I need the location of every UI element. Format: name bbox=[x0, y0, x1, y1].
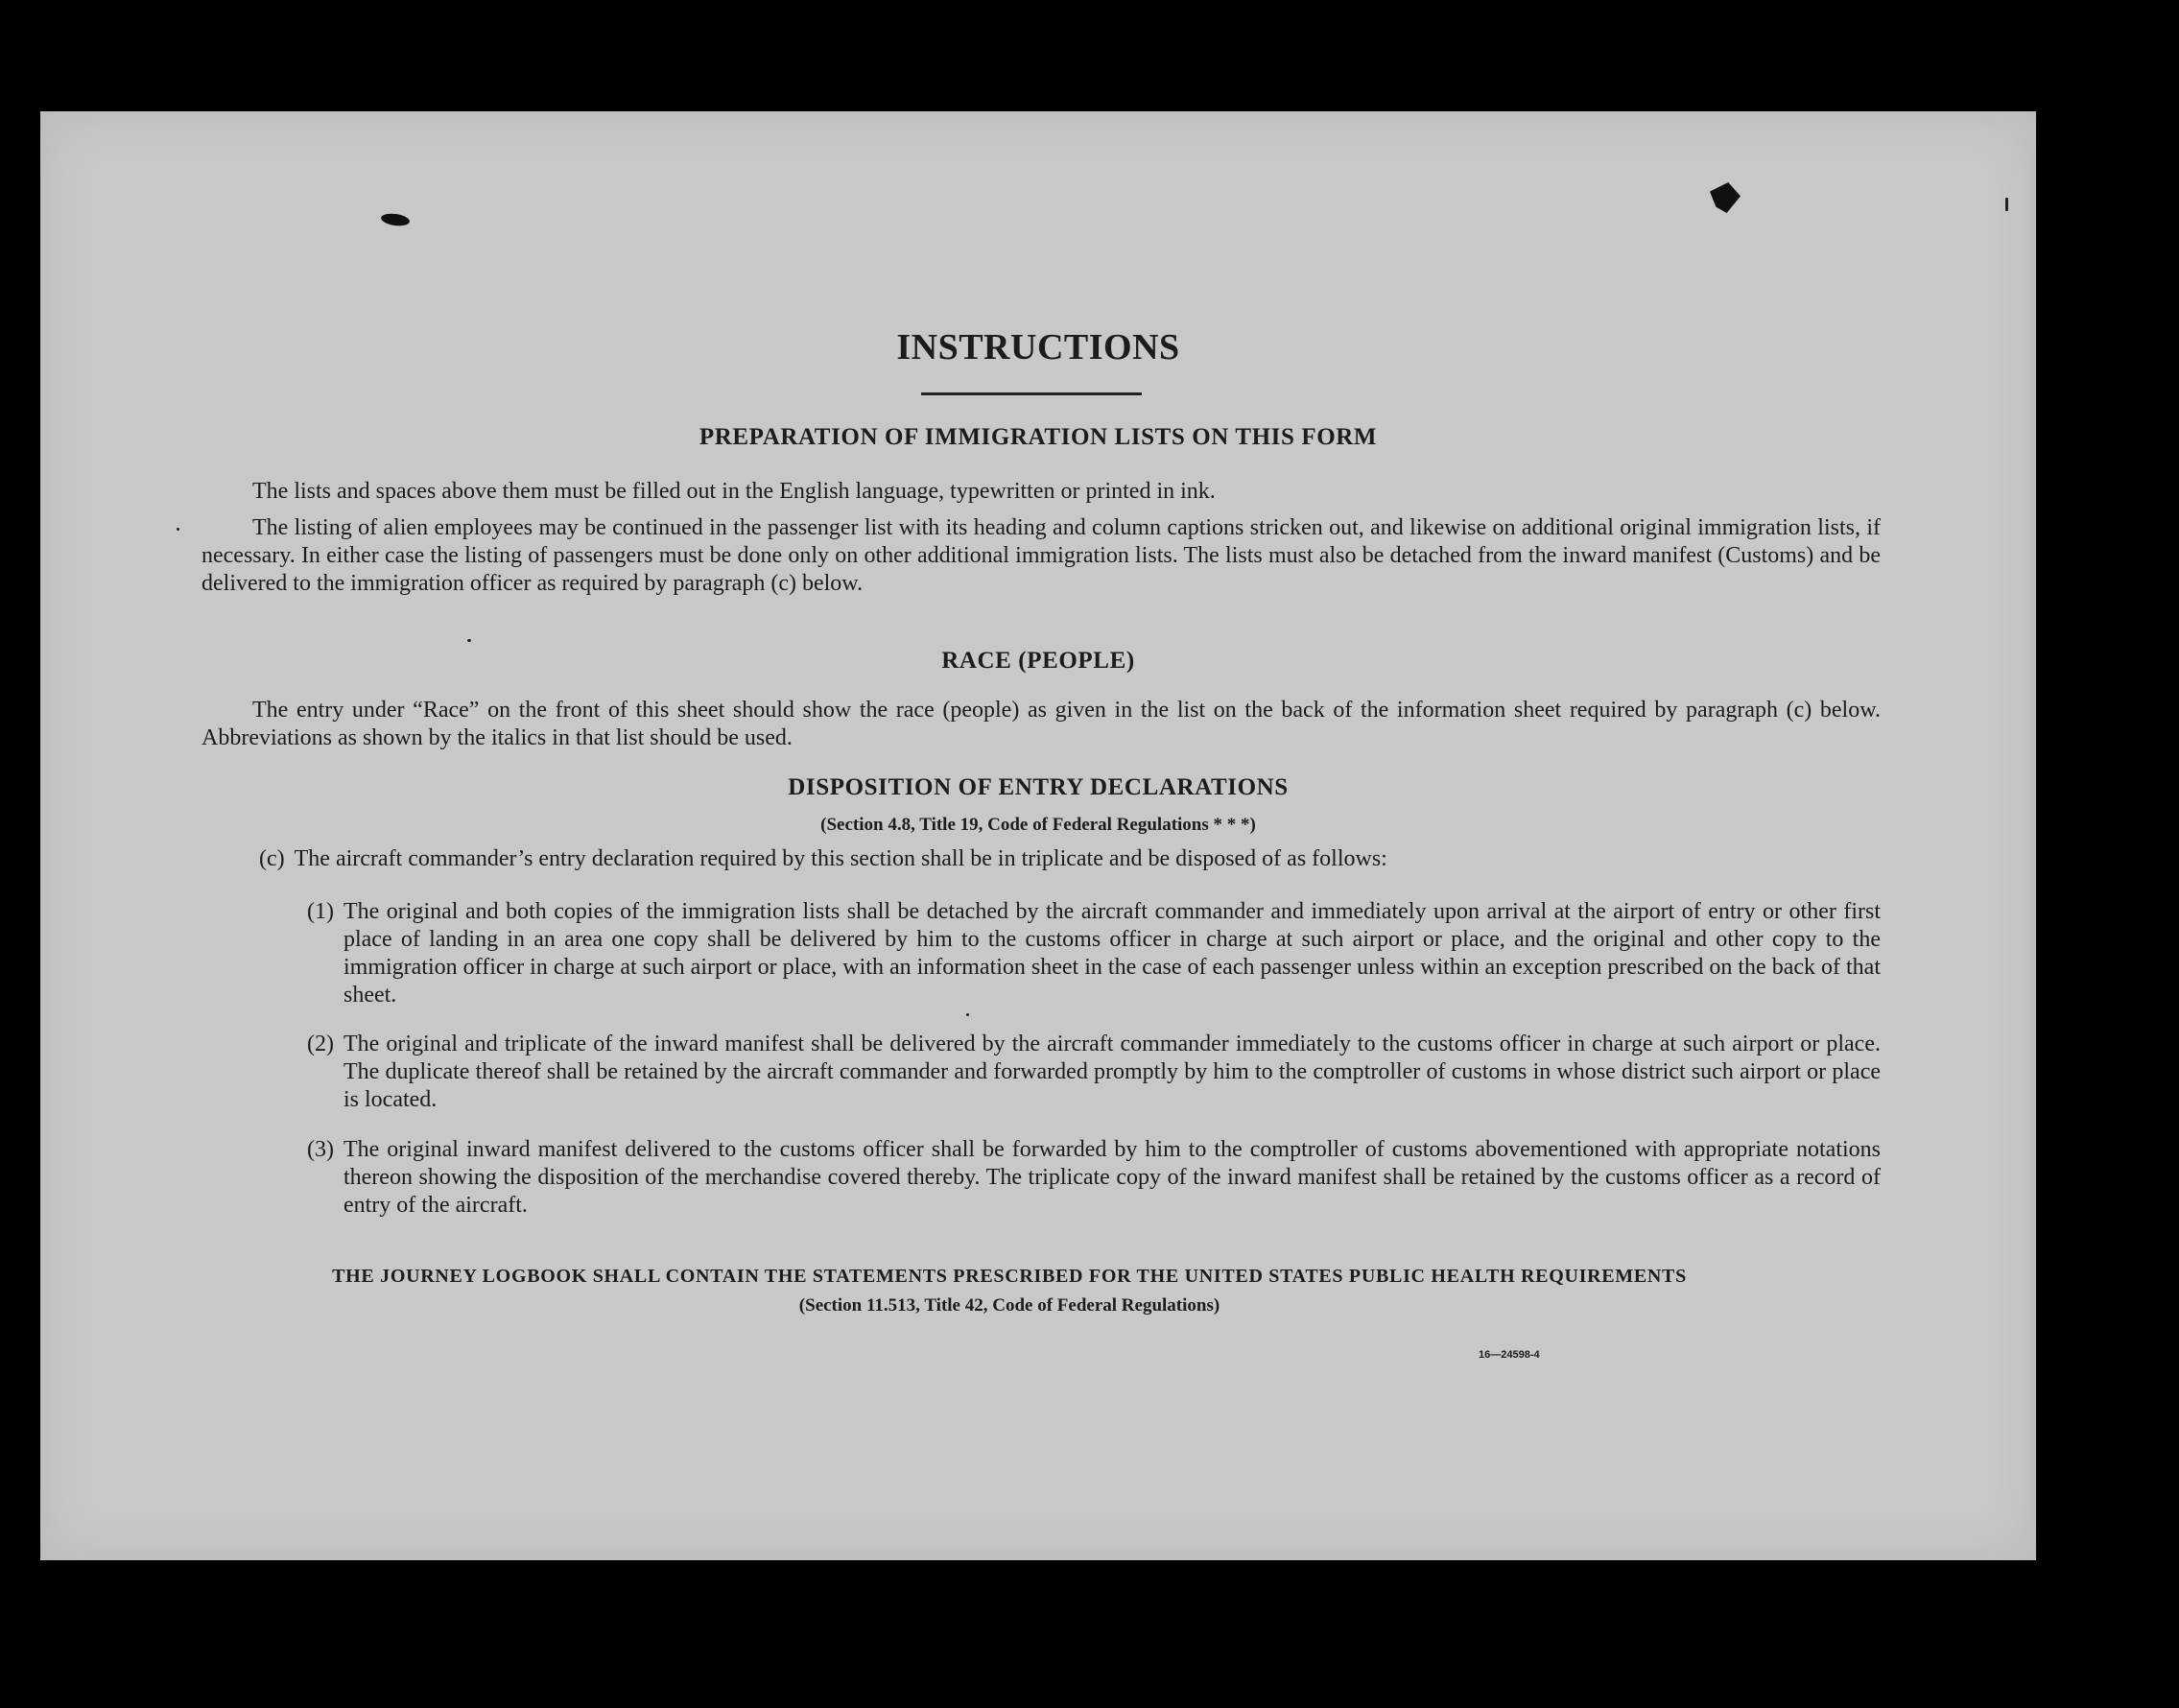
title-underline bbox=[921, 392, 1142, 395]
clause-label: (c) bbox=[259, 846, 285, 871]
list-item-text: The original and triplicate of the inward manifest shall be delivered by the aircraft commander immediately to the customs officer in charge at such airport or place. The duplicate thereof shall be retained by the aircraft commander and forwarded promptly by him to the comptroller of customs in whose district such airport or place is located. bbox=[343, 1032, 1881, 1112]
dust-speck bbox=[966, 1013, 969, 1016]
paragraph-alien-employees: The listing of alien employees may be continued in the passenger list with its heading and column captions stricken out, and likewise on additional original immigration lists, if necessary. In either case the listing of passengers must be done only on other additional immigration lists. The lists must also be detached from the inward manifest (Customs) and be delivered to the immigration officer as required by paragraph (c) below. bbox=[201, 515, 1881, 596]
list-item-label: (2) bbox=[307, 1032, 334, 1056]
dust-speck bbox=[2005, 198, 2008, 211]
footer-health-statement: THE JOURNEY LOGBOOK SHALL CONTAIN THE STATEMENTS PRESCRIBED FOR THE UNITED STATES PUBLIC HEALTH REQUIREMENTS bbox=[332, 1266, 1687, 1287]
dust-speck bbox=[467, 639, 471, 642]
section-citation-title19: (Section 4.8, Title 19, Code of Federal Regulations * * *) bbox=[820, 815, 1256, 835]
section-heading-preparation: PREPARATION OF IMMIGRATION LISTS ON THIS FORM bbox=[699, 424, 1378, 450]
document-sheet bbox=[40, 111, 2036, 1560]
punch-hole-left bbox=[380, 212, 410, 227]
page-title: INSTRUCTIONS bbox=[896, 327, 1180, 368]
section-heading-race: RACE (PEOPLE) bbox=[941, 648, 1135, 674]
paragraph-race-entry: The entry under “Race” on the front of this sheet should show the race (people) as given in the list on the back of the information sheet required by paragraph (c) below. Abbreviations as shown by the italics in that list should be used. bbox=[201, 698, 1881, 750]
clause-text: The aircraft commander’s entry declaration required by this section shall be in triplicate and be disposed of as follows: bbox=[294, 846, 1387, 871]
list-item-text: The original and both copies of the immigration lists shall be detached by the aircraft commander and immediately upon arrival at the airport of entry or other first place of landing in an area one copy shall be delivered by him to the customs officer in charge at such airport or place, and the original and other copy to the immigration officer in charge at such airport or place, with an information sheet in the case of each passenger unless within an exception prescribed on the back of that sheet. bbox=[343, 899, 1881, 1008]
paragraph-c-intro bbox=[259, 845, 1881, 873]
paragraph-lists-language: The lists and spaces above them must be filled out in the English language, typewritten or printed in ink. bbox=[252, 479, 1216, 504]
list-item-label: (1) bbox=[307, 899, 334, 924]
bleed-through-marks bbox=[664, 188, 1767, 303]
dust-speck bbox=[177, 528, 179, 531]
section-heading-disposition: DISPOSITION OF ENTRY DECLARATIONS bbox=[788, 774, 1289, 800]
list-item-3 bbox=[307, 1136, 1881, 1220]
list-item-label: (3) bbox=[307, 1137, 334, 1162]
list-item-2 bbox=[307, 1031, 1881, 1114]
list-item-1 bbox=[307, 898, 1881, 1009]
form-number: 16—24598-4 bbox=[1479, 1349, 1540, 1361]
footer-citation-title42: (Section 11.513, Title 42, Code of Federal Regulations) bbox=[798, 1295, 1220, 1316]
list-item-text: The original inward manifest delivered to the customs officer shall be forwarded by him to the comptroller of customs abovementioned with appropriate notations thereon showing the disposition of the merchandise covered thereby. The triplicate copy of the inward manifest shall be retained by the customs officer as a record of entry of the aircraft. bbox=[343, 1137, 1881, 1218]
